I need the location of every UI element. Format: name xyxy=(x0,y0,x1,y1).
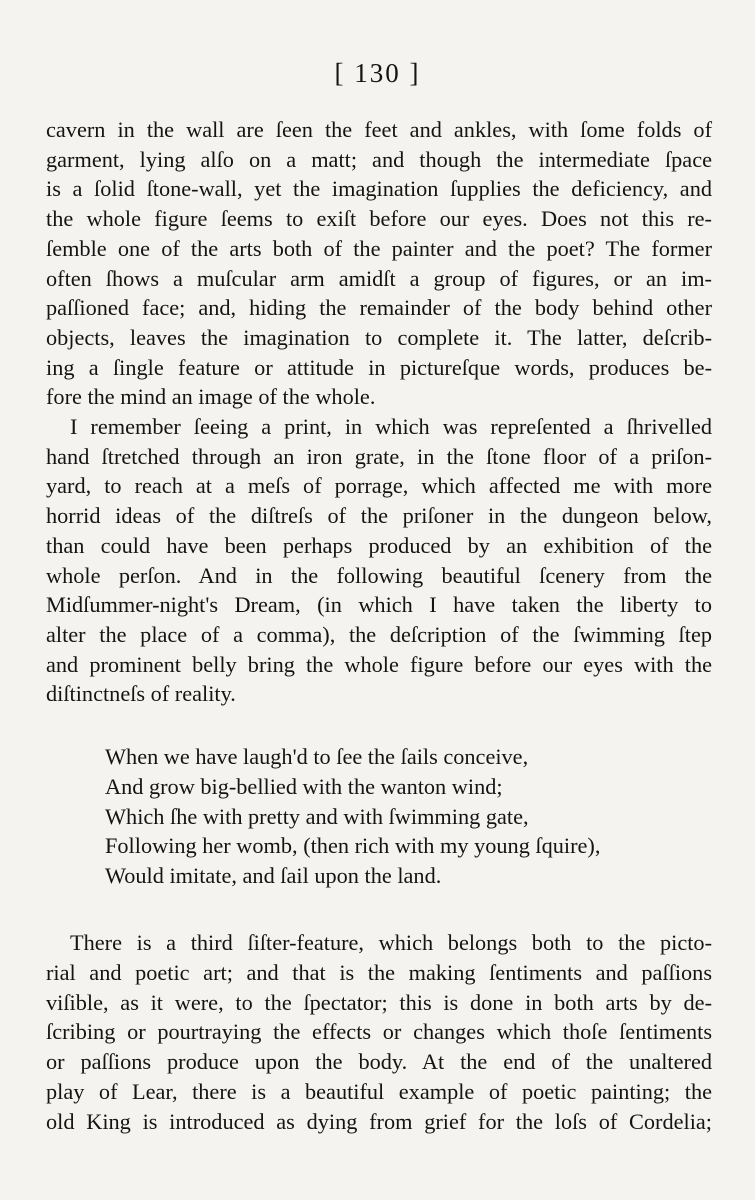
text-line: There is a third ſiſter-feature, which belongs both to the picto- xyxy=(70,930,712,955)
text-line: objects, leaves the imagination to complete it. The latter, deſcrib- xyxy=(46,324,712,350)
text-line: paſſioned face; and, hiding the remainder of the body behind other xyxy=(46,295,712,321)
text-line: garment, lying alſo on a matt; and though the intermediate ſpace xyxy=(46,146,712,172)
verse-line: And grow big-bellied with the wanton wind; xyxy=(105,773,503,799)
text-line: cavern in the wall are ſeen the feet and ankles, with ſome folds of xyxy=(46,117,712,142)
text-line: ſemble one of the arts both of the painter and the poet? The former xyxy=(46,235,712,261)
text-line: hand ſtretched through an iron grate, in the ſtone floor of a priſon- xyxy=(46,443,712,469)
text-line: Midſummer-night's Dream, (in which I have taken the liberty to xyxy=(46,592,712,618)
text-line: rial and poetic art; and that is the making ſentiments and paſſions xyxy=(46,959,712,985)
text-line: play of Lear, there is a beautiful example of poetic painting; the xyxy=(46,1078,712,1104)
verse-line: Would imitate, and ſail upon the land. xyxy=(105,863,442,889)
page-number: [ 130 ] xyxy=(334,58,421,88)
text-line: and prominent belly bring the whole figure before our eyes with the xyxy=(46,651,712,677)
verse-line: Which ſhe with pretty and with ſwimming gate, xyxy=(105,803,529,829)
verse-line: When we have laugh'd to ſee the ſails conceive, xyxy=(105,744,529,769)
paragraph-2 xyxy=(46,412,712,709)
paragraph-3 xyxy=(46,928,712,1137)
text-line: or paſſions produce upon the body. At the end of the unaltered xyxy=(46,1049,712,1075)
paragraph-1 xyxy=(46,115,712,412)
text-line: I remember ſeeing a print, in which was repreſented a ſhrivelled xyxy=(70,414,712,440)
text-line: is a ſolid ſtone-wall, yet the imagination ſupplies the deficiency, and xyxy=(46,176,712,202)
text-line: alter the place of a comma), the deſcription of the ſwimming ſtep xyxy=(46,621,712,647)
text-line: old King is introduced as dying from grief for the loſs of Cordelia; xyxy=(46,1108,712,1134)
text-line: whole perſon. And in the following beautiful ſcenery from the xyxy=(46,562,712,588)
text-line: often ſhows a muſcular arm amidſt a group of figures, or an im- xyxy=(46,265,712,291)
verse-quotation xyxy=(105,742,600,891)
text-line: ſcribing or pourtraying the effects or changes which thoſe ſentiments xyxy=(46,1019,712,1045)
verse-line: Following her womb, (then rich with my young ſquire), xyxy=(105,833,601,859)
text-line: horrid ideas of the diſtreſs of the priſoner in the dungeon below, xyxy=(46,503,712,529)
text-line: than could have been perhaps produced by an exhibition of the xyxy=(46,532,712,558)
text-line: yard, to reach at a meſs of porrage, which affected me with more xyxy=(46,473,712,499)
text-line: ing a ſingle feature or attitude in pictureſque words, produces be- xyxy=(46,354,712,380)
text-line: fore the mind an image of the whole. xyxy=(46,384,376,410)
text-line: diſtinctneſs of reality. xyxy=(46,681,236,707)
text-line: the whole figure ſeems to exiſt before our eyes. Does not this re- xyxy=(46,206,712,232)
text-line: viſible, as it were, to the ſpectator; this is done in both arts by de- xyxy=(46,989,712,1015)
main-text-block xyxy=(46,115,712,709)
